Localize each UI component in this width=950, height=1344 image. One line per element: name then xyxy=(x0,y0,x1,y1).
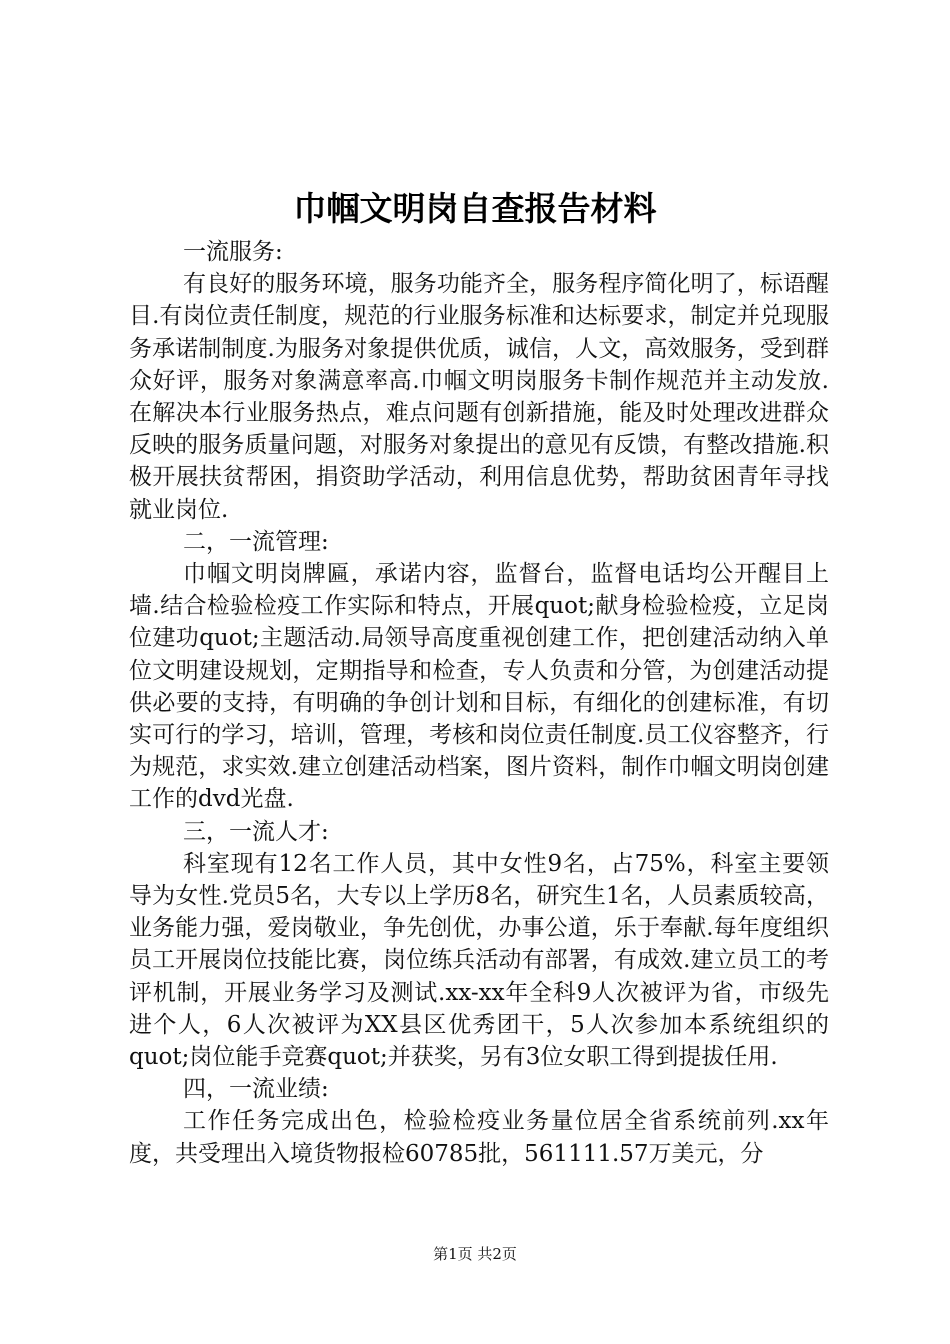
section-heading-talent: 三，一流人才: xyxy=(183,818,329,845)
section-heading-management: 二，一流管理: xyxy=(183,528,329,555)
section-heading-service: 一流服务: xyxy=(183,239,283,265)
page-number-footer: 第1页 共2页 xyxy=(433,1245,517,1263)
section-heading-performance: 四，一流业绩: xyxy=(183,1076,329,1103)
paragraph-performance: 工作任务完成出色，检验检疫业务量位居全省系统前列.xx年度，共受理出入境货物报检60785批，561111.57万美元，分 xyxy=(129,1108,829,1167)
document-title: 巾帼文明岗自查报告材料 xyxy=(293,189,657,228)
paragraph-talent: 科室现有12名工作人员，其中女性9名，占75%，科室主要领导为女性.党员5名，大专以上学历8名，研究生1名，人员素质较高，业务能力强，爱岗敬业，争先创优，办事公道，乐于奉献.每年度组织员工开展岗位技能比赛，岗位练兵活动有部署，有成效.建立员工的考评机制，开展业务学习及测试.xx-xx年全科9人次被评为省，市级先进个人，6人次被评为XX县区优秀团干，5人次参加本系统组织的quot;岗位能手竞赛quot;并获奖，另有3位女职工得到提拔任用. xyxy=(129,850,829,1071)
paragraph-service: 有良好的服务环境，服务功能齐全，服务程序简化明了，标语醒目.有岗位责任制度，规范的行业服务标准和达标要求，制定并兑现服务承诺制制度.为服务对象提供优质，诚信，人文，高效服务，受到群众好评，服务对象满意率高.巾帼文明岗服务卡制作规范并主动发放.在解决本行业服务热点，难点问题有创新措施，能及时处理改进群众反映的服务质量问题，对服务对象提出的意见有反馈，有整改措施.积极开展扶贫帮困，捐资助学活动，利用信息优势，帮助贫困青年寻找就业岗位. xyxy=(129,271,829,523)
paragraph-management: 巾帼文明岗牌匾，承诺内容，监督台，监督电话均公开醒目上墙.结合检验检疫工作实际和特点，开展quot;献身检验检疫，立足岗位建功quot;主题活动.局领导高度重视创建工作，把创建活动纳入单位文明建设规划，定期指导和检查，专人负责和分管，为创建活动提供必要的支持，有明确的争创计划和目标，有细化的创建标准，有切实可行的学习，培训，管理，考核和岗位责任制度.员工仪容整齐，行为规范，求实效.建立创建活动档案，图片资料，制作巾帼文明岗创建工作的dvd光盘. xyxy=(129,561,829,813)
document-body xyxy=(129,236,829,1170)
